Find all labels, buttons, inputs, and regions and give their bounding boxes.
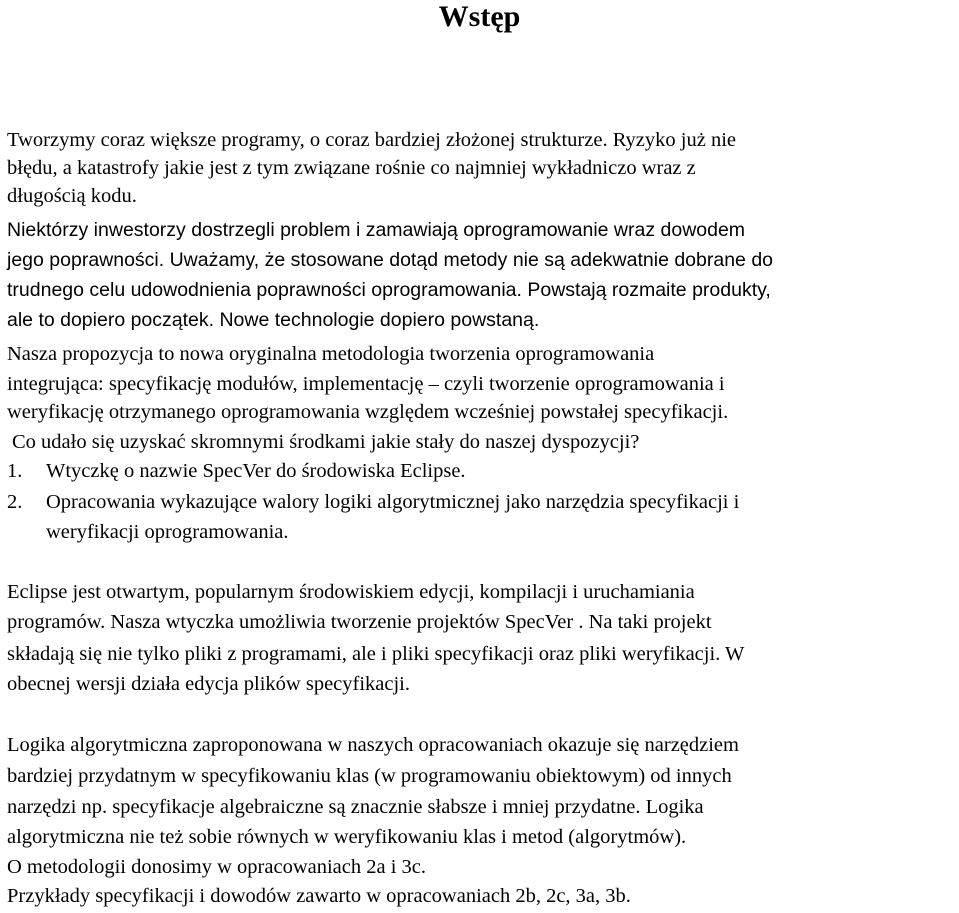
text-line: Tworzymy coraz większe programy, o coraz bardziej złożonej strukturze. Ryzyko już nie bbox=[7, 129, 736, 151]
list-item bbox=[7, 488, 739, 516]
text-line: jego poprawności. Uważamy, że stosowane dotąd metody nie są adekwatnie dobrane do bbox=[7, 249, 774, 271]
text-line: programów. Nasza wtyczka umożliwia tworzenie projektów SpecVer . Na taki projekt bbox=[7, 611, 712, 633]
text-line: Eclipse jest otwartym, popularnym środowiskiem edycji, kompilacji i uruchamiania bbox=[7, 581, 695, 603]
list-number: 1. bbox=[7, 460, 23, 482]
list-item-text: Wtyczkę o nazwie SpecVer do środowiska Eclipse. bbox=[46, 460, 466, 482]
list-item-text: Opracowania wykazujące walory logiki algorytmicznej jako narzędzia specyfikacji i bbox=[46, 491, 740, 513]
text-line: ale to dopiero początek. Nowe technologie dopiero powstaną. bbox=[7, 309, 540, 331]
text-line: O metodologii donosimy w opracowaniach 2a i 3c. bbox=[7, 856, 427, 878]
text-line: Logika algorytmiczna zaproponowana w naszych opracowaniach okazuje się narzędziem bbox=[7, 734, 739, 756]
list-item bbox=[7, 457, 466, 485]
text-line: Nasza propozycja to nowa oryginalna metodologia tworzenia oprogramowania bbox=[7, 343, 655, 365]
text-line: weryfikację otrzymanego oprogramowania względem wcześniej powstałej specyfikacji. bbox=[7, 401, 729, 423]
text-line: długością kodu. bbox=[7, 185, 137, 207]
text-line: Przykłady specyfikacji i dowodów zawarto w opracowaniach 2b, 2c, 3a, 3b. bbox=[7, 885, 631, 907]
text-line: bardziej przydatnym w specyfikowaniu klas (w programowaniu obiektowym) od innych bbox=[7, 765, 732, 787]
list-item-continuation: weryfikacji oprogramowania. bbox=[46, 521, 289, 543]
text-line: obecnej wersji działa edycja plików specyfikacji. bbox=[7, 673, 411, 695]
text-line: błędu, a katastrofy jakie jest z tym związane rośnie co najmniej wykładniczo wraz z bbox=[7, 157, 696, 179]
text-line: składają się nie tylko pliki z programami, ale i pliki specyfikacji oraz pliki weryfikacji. W bbox=[7, 643, 745, 665]
text-line: trudnego celu udowodnienia poprawności oprogramowania. Powstają rozmaite produkty, bbox=[7, 279, 771, 301]
text-line: Niektórzy inwestorzy dostrzegli problem i zamawiają oprogramowanie wraz dowodem bbox=[7, 219, 746, 241]
text-line: integrująca: specyfikację modułów, implementację – czyli tworzenie oprogramowania i bbox=[7, 373, 725, 395]
list-number: 2. bbox=[7, 491, 23, 513]
text-line: Co udało się uzyskać skromnymi środkami jakie stały do naszej dyspozycji? bbox=[12, 431, 640, 453]
page-title: Wstęp bbox=[438, 0, 521, 33]
text-line: algorytmiczna nie też sobie równych w weryfikowaniu klas i metod (algorytmów). bbox=[7, 826, 687, 848]
text-line: narzędzi np. specyfikacje algebraiczne są znacznie słabsze i mniej przydatne. Logika bbox=[7, 796, 704, 818]
